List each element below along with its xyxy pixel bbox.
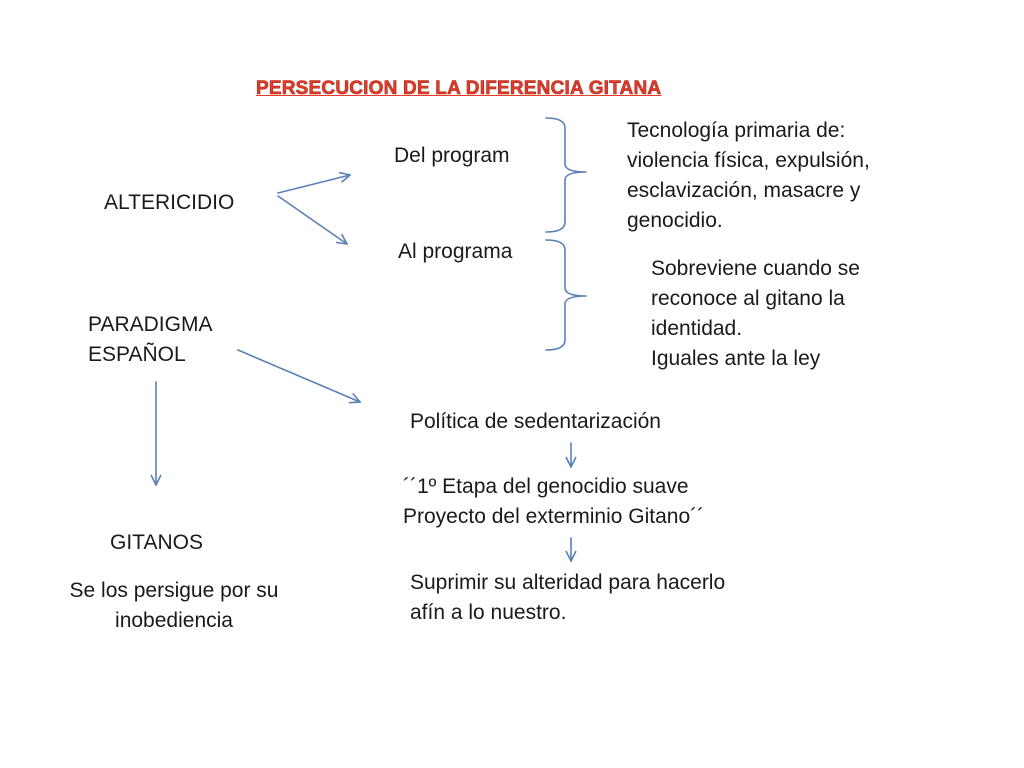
node-etapa xyxy=(403,472,704,532)
paradigma-line-2: ESPAÑOL xyxy=(88,343,186,366)
node-al-programa: Al programa xyxy=(398,240,513,263)
sobreviene-line-2: reconoce al gitano la xyxy=(651,287,845,310)
node-persigue xyxy=(60,576,288,636)
paradigma-line-1: PARADIGMA xyxy=(88,313,213,336)
node-tecnologia xyxy=(627,116,870,236)
node-politica: Política de sedentarización xyxy=(410,410,661,433)
brace-lower xyxy=(546,240,586,350)
node-sobreviene xyxy=(651,254,860,374)
tecnologia-line-4: genocidio. xyxy=(627,209,723,232)
suprimir-line-2: afín a lo nuestro. xyxy=(410,601,567,624)
sobreviene-line-3: identidad. xyxy=(651,317,743,340)
arrow-paradigma-to-politica xyxy=(238,350,360,402)
tecnologia-line-3: esclavización, masacre y xyxy=(627,179,861,202)
persigue-line-2: inobediencia xyxy=(115,609,233,632)
tecnologia-line-2: violencia física, expulsión, xyxy=(627,149,870,172)
sobreviene-line-1: Sobreviene cuando se xyxy=(651,257,860,280)
node-paradigma-espanol xyxy=(88,310,212,370)
brace-upper xyxy=(546,118,586,232)
tecnologia-line-1: Tecnología primaria de: xyxy=(627,119,846,142)
arrow-altericidio-to-del-program xyxy=(278,175,350,193)
node-del-program: Del program xyxy=(394,144,510,167)
suprimir-line-1: Suprimir su alteridad para hacerlo xyxy=(410,571,726,594)
sobreviene-line-4: Iguales ante la ley xyxy=(651,347,821,370)
arrow-altericidio-to-al-programa xyxy=(278,196,347,244)
node-suprimir xyxy=(410,568,725,628)
etapa-line-2: Proyecto del exterminio Gitano´´ xyxy=(403,505,705,528)
etapa-line-1: ´´1º Etapa del genocidio suave xyxy=(403,475,689,498)
persigue-line-1: Se los persigue por su xyxy=(69,579,279,602)
diagram-title: PERSECUCION DE LA DIFERENCIA GITANA xyxy=(256,78,662,99)
node-altericidio: ALTERICIDIO xyxy=(104,191,235,214)
node-gitanos: GITANOS xyxy=(110,531,203,554)
